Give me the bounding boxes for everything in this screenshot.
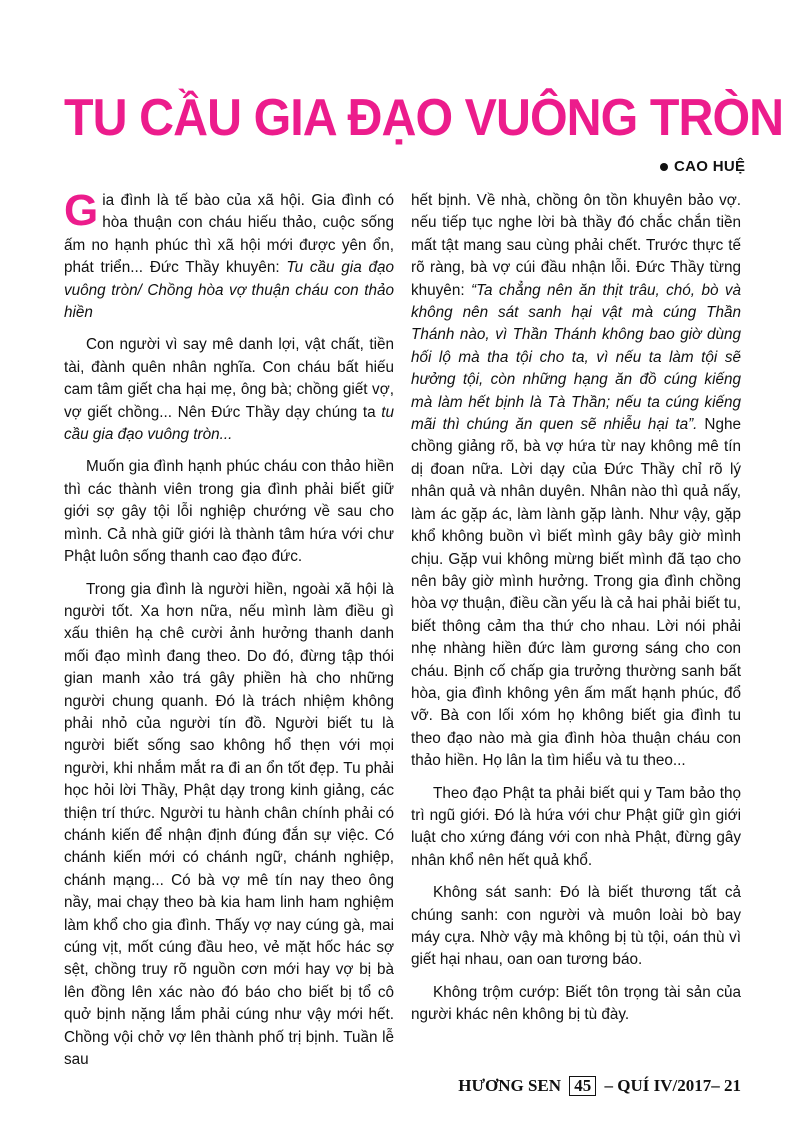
issue-number: 45 <box>569 1076 596 1096</box>
paragraph: Con người vì say mê danh lợi, vật chất, tiền tài, đành quên nhân nghĩa. Con cháu bất hiếu cam tâm giết cha hại mẹ, ông bà; chồng giết vợ, vợ giết chồng... Nên Đức Thầy dạy chúng ta tu cầu gia đạo vuông tròn... <box>64 336 394 444</box>
page-footer <box>458 1076 741 1096</box>
magazine-name: HƯƠNG SEN <box>458 1076 562 1095</box>
left-column <box>64 186 394 1081</box>
page-number: 21 <box>724 1076 741 1095</box>
article-title: TU CẦU GIA ĐẠO VUÔNG TRÒN <box>64 89 784 147</box>
author-name: CAO HUỆ <box>674 158 746 175</box>
paragraph: Không sát sanh: Đó là biết thương tất cả chúng sanh: con người và muôn loài bò bay máy cựa. Nhờ vậy mà không bị tù tội, oán thù vì giết hại nhau, oan oan tương báo. <box>411 884 741 969</box>
bullet-dot-icon <box>660 163 668 171</box>
author-byline <box>660 158 745 175</box>
paragraph: Gia đình là tế bào của xã hội. Gia đình có hòa thuận con cháu hiếu thảo, cuộc sống ấm no hạnh phúc thì xã hội mới được yên ổn, phát triển... Đức Thầy khuyên: Tu cầu gia đạo vuông tròn/ Chồng hòa vợ thuận cháu con thảo hiền <box>64 186 394 322</box>
right-column <box>411 190 741 1037</box>
drop-cap: G <box>64 186 99 235</box>
paragraph: Trong gia đình là người hiền, ngoài xã hội là người tốt. Xa hơn nữa, nếu mình làm điều gì xấu thiên hạ chê cười ảnh hưởng thanh danh mối đạo mình đang theo. Do đó, đừng tập thói gian manh xảo trá gây phiền hà cho những người chung quanh. Đó là trách nhiệm không phải nhỏ của người tín đồ. Người biết tu là người biết sống sao không hổ thẹn với mọi người, khi nhắm mắt ra đi an ổn tốt đẹp. Tu phải học hỏi lời Thầy, Phật dạy trong kinh giảng, các thiện trí thức. Người tu hành chân chính phải có chánh kiến để nhận định đúng đắn sự việc. Có chánh kiến mới có chánh ngữ, chánh nghiệp, chánh mạng... Có bà vợ mê tín nay theo ông nầy, mai chạy theo bà kia ham linh ham nghiệm làm khổ cho gia đình. Thấy vợ nay cúng gà, mai cúng vịt, mốt cúng đầu heo, vẻ mặt hốc hác sợ sệt, chồng truy rõ nguồn cơn mới hay vợ bị bà lên đồng lên xác nào đó báo cho biết bị tổ cô quở bịnh nặng lắm phải cúng như vậy mới hết. Chồng vội chở vợ lên thành phố trị bịnh. Tuần lễ sau <box>64 580 394 1069</box>
paragraph: Không trộm cướp: Biết tôn trọng tài sản của người khác nên không bị tù đày. <box>411 983 741 1024</box>
paragraph: hết bịnh. Về nhà, chồng ôn tồn khuyên bảo vợ. nếu tiếp tục nghe lời bà thầy đó chắc chắn tiền mất tật mang sau cùng phải chết. Trước thực tế rõ ràng, bà vợ cúi đầu nhận lỗi. Đức Thầy từng khuyên: “Ta chẳng nên ăn thịt trâu, chó, bò và không nên sát sanh hại vật mà cúng Thần Thánh nào, vì Thần Thánh không bao giờ dùng hối lộ mà tha tội cho ta, vì nếu ta làm tội sẽ hưởng tội, còn những hạng ăn đồ cúng kiếng mà làm hết bịnh là Tà Thần; nếu ta cúng kiếng mãi thì chúng ăn quen sẽ nhiễu hại ta”. Nghe chồng giảng rõ, bà vợ hứa từ nay không mê tín dị đoan nữa. Lời dạy của Đức Thầy chỉ rõ lý nhân quả và nhân duyên. Nhân nào thì quả nấy, làm ác gặp ác, làm lành gặp lành. Như vậy, gặp khổ không buồn vì biết mình gây bây giờ mình chịu. Gặp vui không mừng biết mình đã tạo cho nên bây giờ mình hưởng. Trong gia đình chồng hòa vợ thuận, điều cần yếu là cả hai phải biết tu, biết thông cảm tha thứ cho nhau. Lời nói phải nhẹ nhàng hiền đức làm gương sáng cho con cháu. Bịnh cố chấp gia trưởng thường sanh bất hòa, gia đình không yên ấm mất hạnh phúc, đổ vỡ. Bà con lối xóm họ không biết gia đình tu theo đạo nào mà gia đình hòa thuận cháu con thảo hiền. Họ lân la tìm hiểu và tu theo... <box>411 192 742 770</box>
paragraph: Theo đạo Phật ta phải biết qui y Tam bảo thọ trì ngũ giới. Đó là hứa với chư Phật giữ gìn giới luật cho xứng đáng với con nhà Phật, đừng gây nhân khổ nên hết quả khổ. <box>411 784 741 869</box>
paragraph: Muốn gia đình hạnh phúc cháu con thảo hiền thì các thành viên trong gia đình phải biết giữ giới sợ gây tội lỗi nghiệp chướng về sau cho mình. Cả nhà giữ giới là thành tâm hứa với chư Phật luôn sống thanh cao đạo đức. <box>64 458 394 566</box>
issue-period: – QUÍ IV/2017– <box>604 1076 720 1095</box>
